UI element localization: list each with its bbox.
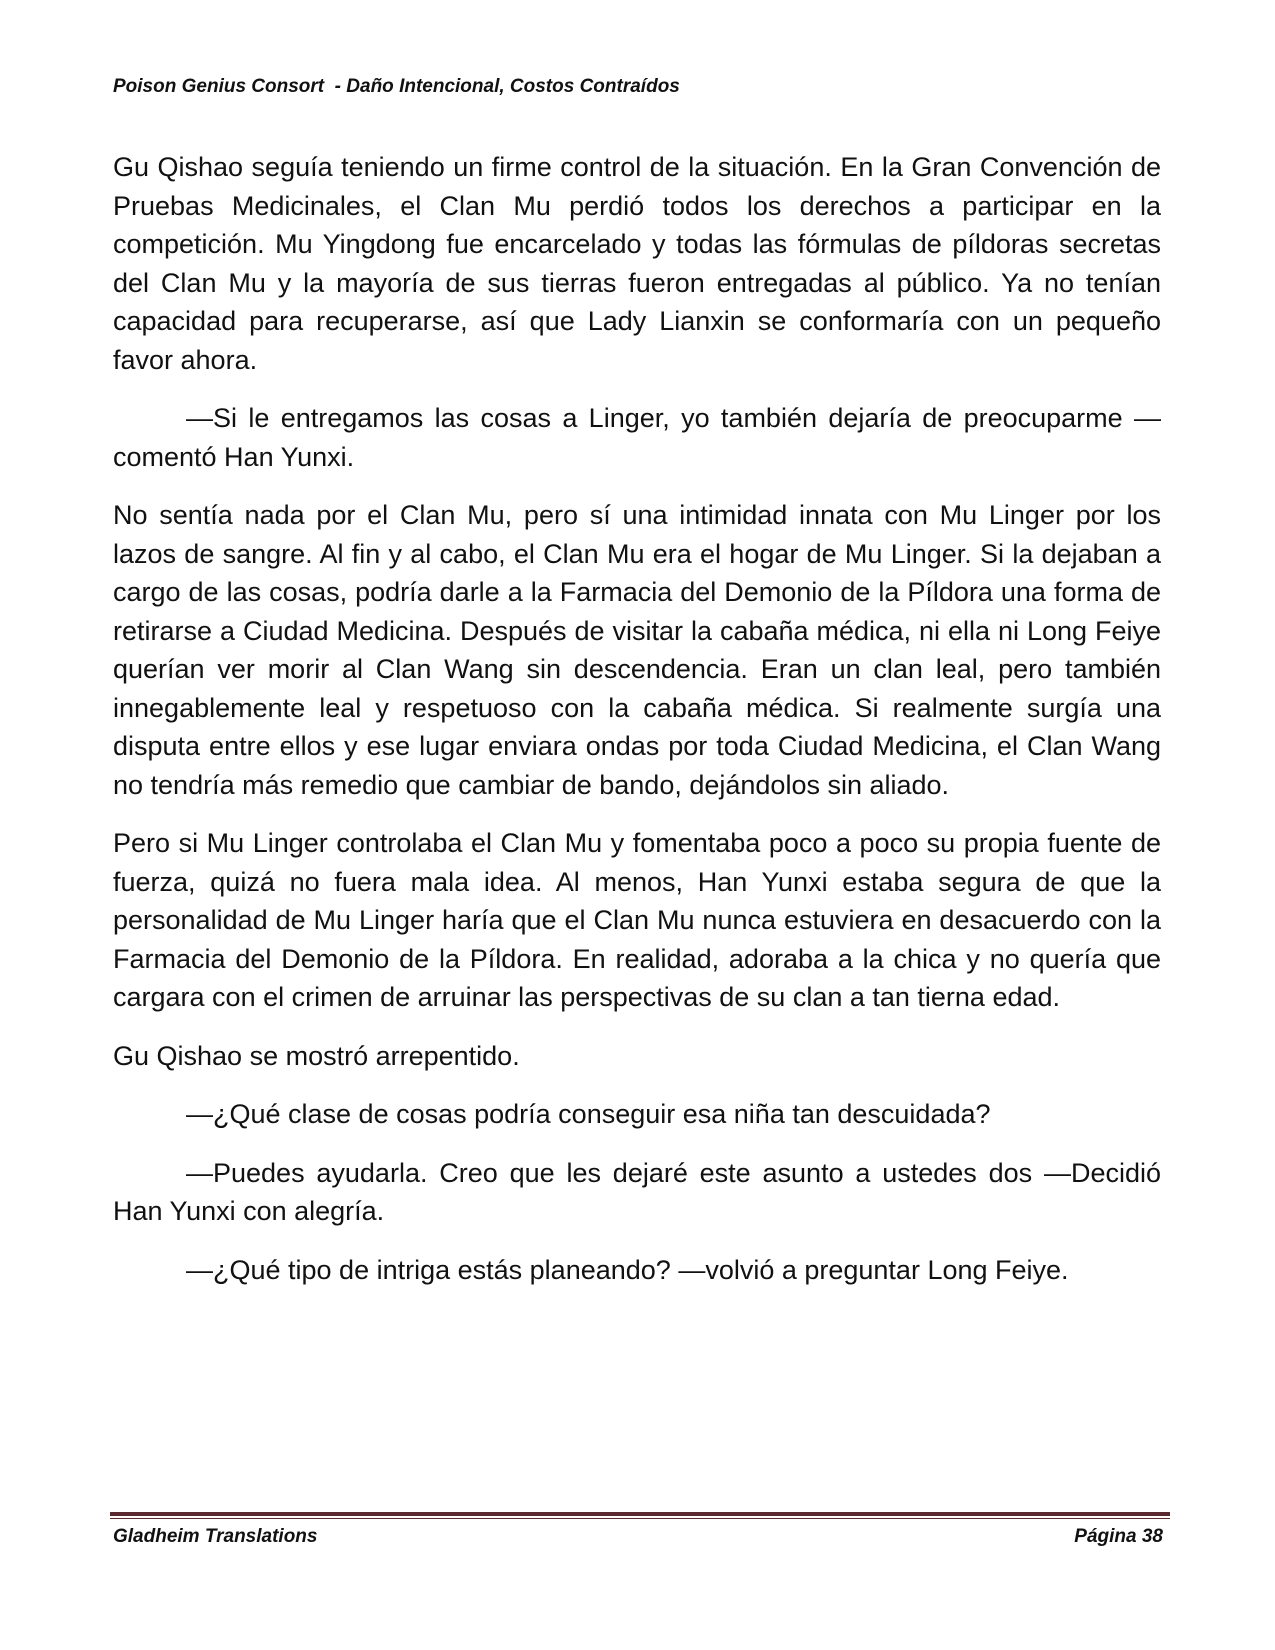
paragraph: Gu Qishao seguía teniendo un firme control de la situación. En la Gran Convención de Pruebas Medicinales, el Clan Mu perdió todos los derechos a participar en la competición. Mu Yingdong fue encarcelado y todas las fórmulas de píldoras secretas del Clan Mu y la mayoría de sus tierras fueron entregadas al público. Ya no tenían capacidad para recuperarse, así que Lady Lianxin se conformaría con un pequeño favor ahora. (113, 152, 1161, 375)
footer-publisher: Gladheim Translations (113, 1526, 318, 1547)
footer-divider (110, 1512, 1170, 1519)
footer-page-number: Página 38 (1074, 1526, 1163, 1547)
page-body (113, 148, 1161, 1309)
dialog-paragraph: —Si le entregamos las cosas a Linger, yo también dejaría de preocuparme —comentó Han Yunxi. (113, 403, 1161, 472)
dialog-paragraph: —Puedes ayudarla. Creo que les dejaré este asunto a ustedes dos —Decidió Han Yunxi con alegría. (113, 1157, 1161, 1226)
paragraph: Gu Qishao se mostró arrepentido. (113, 1040, 520, 1071)
paragraph: Pero si Mu Linger controlaba el Clan Mu y fomentaba poco a poco su propia fuente de fuerza, quizá no fuera mala idea. Al menos, Han Yunxi estaba segura de que la personalidad de Mu Linger haría que el Clan Mu nunca estuviera en desacuerdo con la Farmacia del Demonio de la Píldora. En realidad, adoraba a la chica y no quería que cargara con el crimen de arruinar las perspectivas de su clan a tan tierna edad. (113, 828, 1161, 1012)
paragraph: No sentía nada por el Clan Mu, pero sí una intimidad innata con Mu Linger por los lazos de sangre. Al fin y al cabo, el Clan Mu era el hogar de Mu Linger. Si la dejaban a cargo de las cosas, podría darle a la Farmacia del Demonio de la Píldora una forma de retirarse a Ciudad Medicina. Después de visitar la cabaña médica, ni ella ni Long Feiye querían ver morir al Clan Wang sin descendencia. Eran un clan leal, pero también innegablemente leal y respetuoso con la cabaña médica. Si realmente surgía una disputa entre ellos y ese lugar enviara ondas por toda Ciudad Medicina, el Clan Wang no tendría más remedio que cambiar de bando, dejándolos sin aliado. (113, 500, 1161, 800)
dialog-paragraph: —¿Qué tipo de intriga estás planeando? —volvió a preguntar Long Feiye. (186, 1254, 1069, 1285)
page-header-title: Poison Genius Consort - Daño Intencional, Costos Contraídos (113, 76, 680, 97)
dialog-paragraph: —¿Qué clase de cosas podría conseguir esa niña tan descuidada? (186, 1099, 991, 1129)
